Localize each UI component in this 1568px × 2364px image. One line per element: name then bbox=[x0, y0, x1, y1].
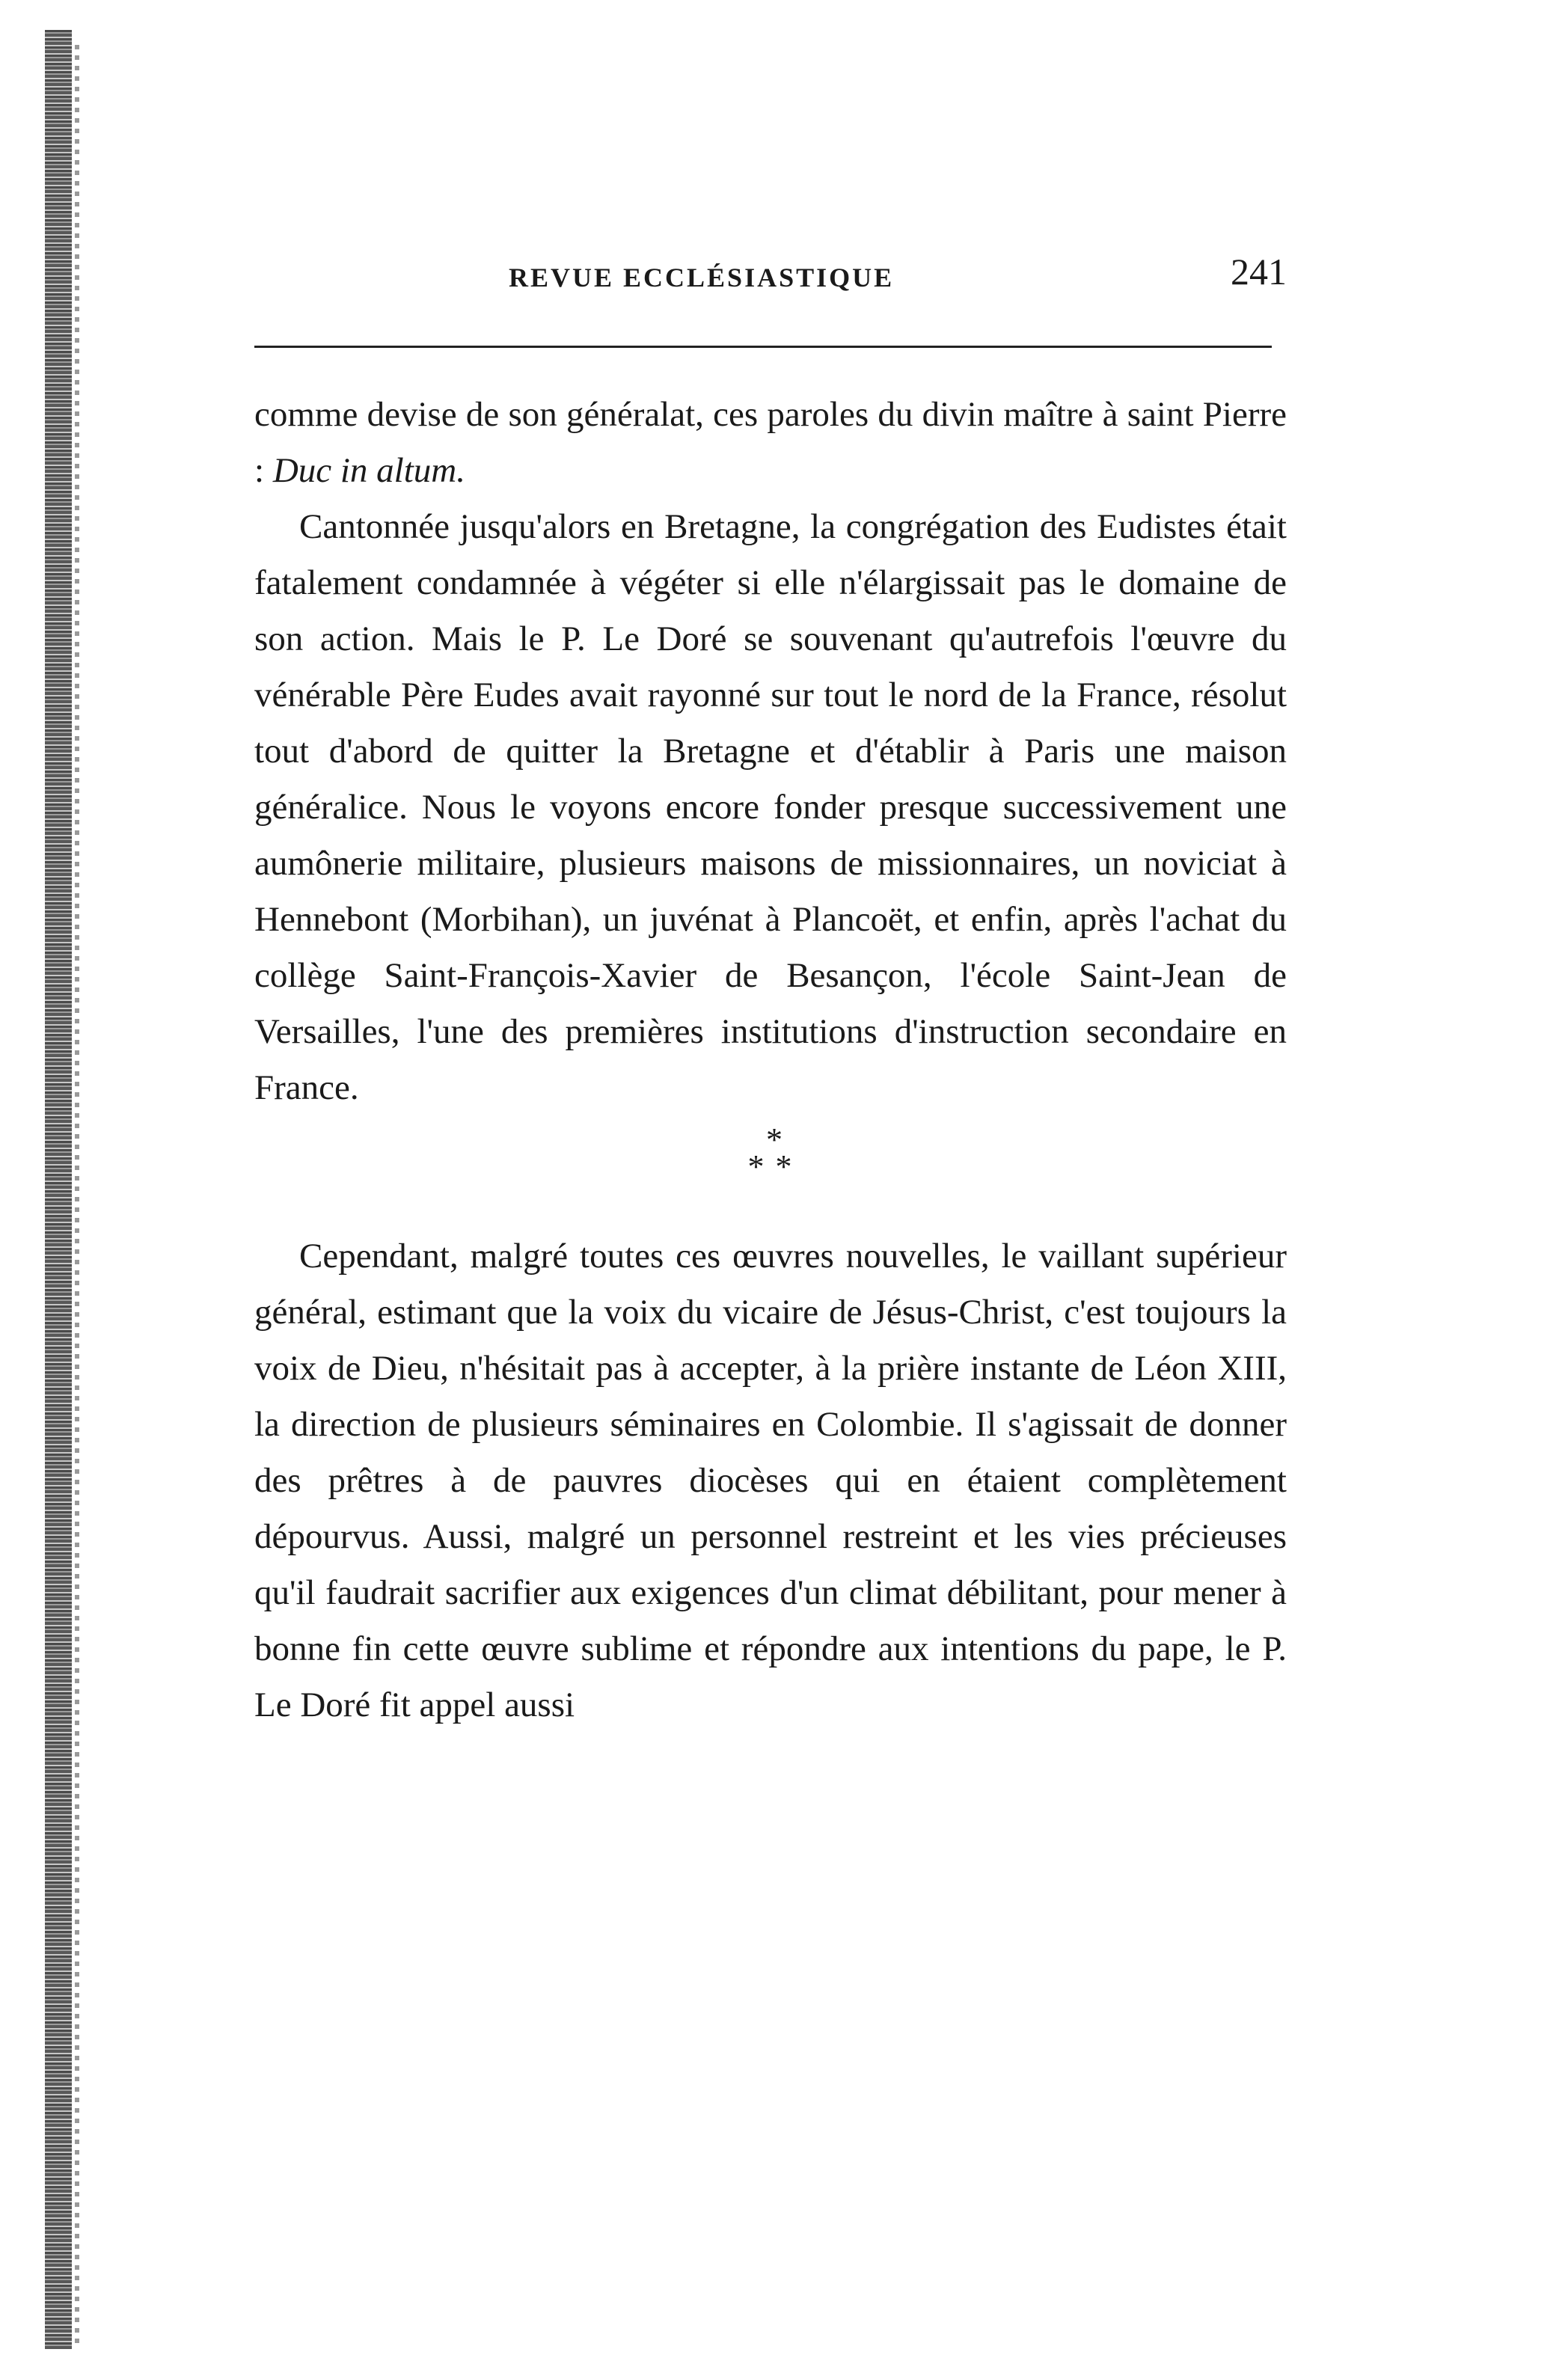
scanned-binding-edge bbox=[45, 30, 72, 2349]
page-number: 241 bbox=[1231, 251, 1287, 293]
header-rule bbox=[254, 346, 1272, 348]
scanned-binding-shadow bbox=[75, 45, 79, 2349]
paragraph-1-text: comme devise de son généralat, ces paroles du divin maître à saint Pierre : bbox=[254, 395, 1287, 490]
section-spacer bbox=[254, 1206, 1287, 1228]
book-page bbox=[254, 251, 1287, 1733]
asterism-top-star: * bbox=[766, 1121, 784, 1158]
paragraph-2: Cantonnée jusqu'alors en Bretagne, la congrégation des Eudistes était fatalement condamnée à végéter si elle n'élargissait pas le domaine de son action. Mais le P. Le Doré se souvenant qu'autrefois l'œuvre du vénérable Père Eudes avait rayonné sur tout le nord de la France, résolut tout d'abord de quitter la Bretagne et d'établir à Paris une maison généralice. Nous le voyons encore fonder presque successivement une aumônerie militaire, plusieurs maisons de missionnaires, un noviciat à Hennebont (Morbihan), un juvénat à Plancoët, et enfin, après l'achat du collège Saint-François-Xavier de Besançon, l'école Saint-Jean de Versailles, l'une des premières institutions d'instruction secondaire en France. bbox=[254, 507, 1287, 1107]
running-head bbox=[254, 251, 1287, 299]
latin-motto: Duc in altum. bbox=[272, 451, 465, 490]
paragraph-3: Cependant, malgré toutes ces œuvres nouvelles, le vaillant supérieur général, estimant que la voix du vicaire de Jésus-Christ, c'est toujours la voix de Dieu, n'hésitait pas à accepter, à la prière instante de Léon XIII, la direction de plusieurs séminaires en Colombie. Il s'agissait de donner des prêtres à de pauvres diocèses qui en étaient complètement dépourvus. Aussi, malgré un personnel restreint et les vies précieuses qu'il faudrait sacrifier aux exigences d'un climat débilitant, pour mener à bonne fin cette œuvre sublime et répondre aux intentions du pape, le P. Le Doré fit appel aussi bbox=[254, 1237, 1287, 1724]
body-text bbox=[254, 387, 1287, 1733]
asterism-bottom-stars: * * bbox=[747, 1148, 794, 1185]
asterism-divider bbox=[254, 1116, 1287, 1206]
running-title: REVUE ECCLÉSIASTIQUE bbox=[509, 263, 895, 293]
paragraph-continued bbox=[254, 387, 1287, 499]
